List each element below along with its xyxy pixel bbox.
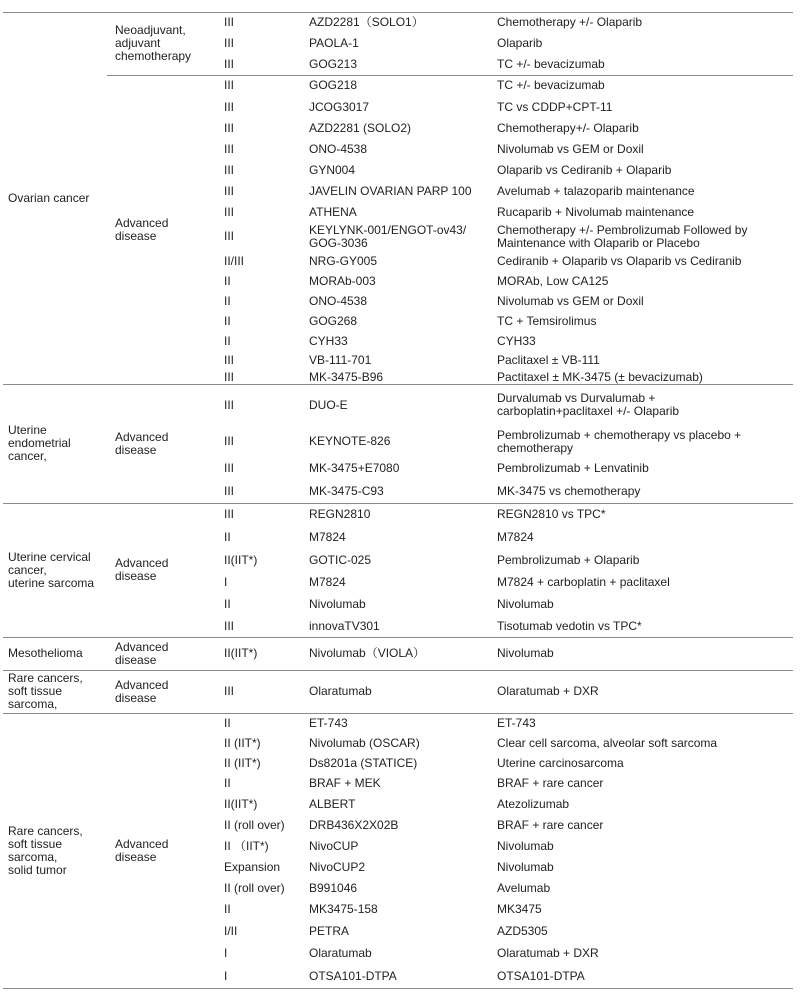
treatment-setting: Advanced disease bbox=[115, 836, 169, 864]
trial-name: AZD2281（SOLO1） bbox=[309, 15, 424, 29]
trial-regimen: Clear cell sarcoma, alveolar soft sarcoma bbox=[497, 735, 718, 750]
trial-phase: III bbox=[224, 56, 235, 71]
trial-phase: I/II bbox=[224, 923, 238, 938]
trial-phase: III bbox=[224, 121, 235, 135]
trial-phase: II (IIT*) bbox=[224, 755, 261, 770]
trial-name: ONO-4538 bbox=[309, 142, 368, 156]
trial-name: JAVELIN OVARIAN PARP 100 bbox=[309, 184, 472, 198]
trial-regimen: Pembrolizumab + chemotherapy vs placebo + chemotherapy bbox=[497, 427, 742, 455]
trial-name: M7824 bbox=[309, 574, 346, 589]
trial-regimen: OTSA101-DTPA bbox=[497, 968, 585, 983]
trial-regimen: Atezolizumab bbox=[497, 797, 570, 811]
trial-name: GOG213 bbox=[309, 56, 358, 71]
trial-regimen: TC +/- bevacizumab bbox=[497, 78, 605, 92]
trial-regimen: CYH33 bbox=[497, 333, 536, 348]
trial-regimen: Avelumab bbox=[497, 881, 551, 895]
treatment-setting: Advanced disease bbox=[115, 215, 169, 243]
trial-name: GYN004 bbox=[309, 163, 356, 177]
trial-phase: III bbox=[224, 507, 235, 521]
cancer-type: Uterine cervical cancer, uterine sarcoma bbox=[8, 549, 95, 590]
trial-phase: II bbox=[224, 293, 231, 308]
trial-regimen: TC vs CDDP+CPT-11 bbox=[497, 99, 613, 114]
trial-phase: II bbox=[224, 313, 231, 328]
trial-regimen: Nivolumab vs GEM or Doxil bbox=[497, 142, 644, 156]
trial-name: NRG-GY005 bbox=[309, 253, 378, 268]
trial-regimen: TC + Temsirolimus bbox=[497, 313, 597, 328]
trial-name: DRB436X2X02B bbox=[309, 818, 399, 832]
trial-regimen: M7824 bbox=[497, 530, 534, 544]
trial-regimen: Nivolumab bbox=[497, 646, 554, 660]
trial-regimen: Avelumab + talazoparib maintenance bbox=[497, 184, 695, 198]
group-divider bbox=[3, 988, 793, 989]
trial-name: NivoCUP bbox=[309, 839, 359, 853]
trial-name: ATHENA bbox=[309, 204, 357, 219]
trial-phase: II (roll over) bbox=[224, 881, 285, 895]
trial-regimen: Pactitaxel ± MK-3475 (± bevacizumab) bbox=[497, 369, 703, 384]
trial-regimen: MK3475 bbox=[497, 902, 542, 916]
trial-name: AZD2281 (SOLO2) bbox=[309, 121, 412, 135]
trial-regimen: Chemotherapy+/- Olaparib bbox=[497, 121, 639, 135]
trial-phase: III bbox=[224, 35, 235, 50]
trial-regimen: Nivolumab bbox=[497, 596, 554, 611]
trial-regimen: TC +/- bevacizumab bbox=[497, 56, 605, 71]
trial-regimen: Tisotumab vedotin vs TPC* bbox=[497, 618, 642, 633]
trial-name: OTSA101-DTPA bbox=[309, 968, 397, 983]
trial-name: Nivolumab（VIOLA） bbox=[309, 646, 426, 660]
trial-name: NivoCUP2 bbox=[309, 860, 366, 874]
trial-name: Olaratumab bbox=[309, 684, 372, 698]
trial-name: BRAF + MEK bbox=[309, 776, 381, 790]
trial-name: MK-3475-C93 bbox=[309, 484, 384, 498]
cancer-type: Uterine endometrial cancer, bbox=[8, 423, 71, 463]
trial-phase: II bbox=[224, 530, 231, 544]
trial-regimen: Olaratumab + DXR bbox=[497, 945, 599, 960]
trial-phase: II/III bbox=[224, 253, 245, 268]
trial-name: Ds8201a (STATICE) bbox=[309, 755, 418, 770]
trial-phase: II （IIT*) bbox=[224, 839, 269, 853]
trial-phase: III bbox=[224, 163, 235, 177]
trial-phase: II(IIT*) bbox=[224, 797, 258, 811]
trial-regimen: Rucaparib + Nivolumab maintenance bbox=[497, 204, 695, 219]
trial-regimen: Cediranib + Olaparib vs Olaparib vs Cediranib bbox=[497, 253, 742, 268]
trial-phase: III bbox=[224, 434, 235, 448]
trial-name: M7824 bbox=[309, 530, 346, 544]
trial-phase: II bbox=[224, 333, 231, 348]
trial-name: MK-3475+E7080 bbox=[309, 461, 400, 475]
trial-name: CYH33 bbox=[309, 333, 348, 348]
trial-regimen: Olaparib bbox=[497, 35, 543, 50]
trial-phase: II bbox=[224, 902, 231, 916]
trial-phase: III bbox=[224, 461, 235, 475]
cancer-type: Rare cancers, soft tissue sarcoma, solid tumor bbox=[8, 823, 83, 877]
trial-regimen: Pembrolizumab + Olaparib bbox=[497, 552, 640, 567]
trial-name: MK-3475-B96 bbox=[309, 369, 384, 384]
trial-phase: II bbox=[224, 776, 231, 790]
treatment-setting: Advanced disease bbox=[115, 429, 169, 457]
trial-phase: III bbox=[224, 369, 235, 384]
trial-phase: III bbox=[224, 184, 235, 198]
trial-phase: III bbox=[224, 15, 235, 29]
trial-phase: I bbox=[224, 968, 228, 983]
trial-name: Nivolumab bbox=[309, 596, 366, 611]
trial-regimen: Nivolumab vs GEM or Doxil bbox=[497, 293, 644, 308]
trial-name: ONO-4538 bbox=[309, 293, 368, 308]
trial-phase: II bbox=[224, 596, 231, 611]
trial-name: Nivolumab (OSCAR) bbox=[309, 735, 420, 750]
treatment-setting: Neoadjuvant, adjuvant chemotherapy bbox=[115, 23, 192, 63]
trial-name: GOG268 bbox=[309, 313, 358, 328]
trial-regimen: Pembrolizumab + Lenvatinib bbox=[497, 461, 649, 475]
trial-name: KEYNOTE-826 bbox=[309, 434, 391, 448]
trial-name: VB-111-701 bbox=[309, 353, 372, 367]
trial-phase: III bbox=[224, 78, 235, 92]
trial-regimen: Nivolumab bbox=[497, 860, 554, 874]
trial-name: JCOG3017 bbox=[309, 99, 370, 114]
trial-name: DUO-E bbox=[309, 397, 348, 412]
trial-name: ET-743 bbox=[309, 715, 348, 730]
trial-phase: III bbox=[224, 99, 235, 114]
trial-name: ALBERT bbox=[309, 797, 356, 811]
trial-name: MK3475-158 bbox=[309, 902, 378, 916]
trial-regimen: Uterine carcinosarcoma bbox=[497, 755, 624, 770]
trial-phase: III bbox=[224, 618, 235, 633]
trial-phase: II bbox=[224, 715, 231, 730]
trial-phase: II bbox=[224, 273, 231, 288]
trial-regimen: BRAF + rare cancer bbox=[497, 776, 604, 790]
trial-regimen: Chemotherapy +/- Pembrolizumab Followed by Maintenance with Olaparib or Placebo bbox=[497, 222, 748, 250]
trial-regimen: Chemotherapy +/- Olaparib bbox=[497, 15, 643, 29]
trial-name: PETRA bbox=[309, 923, 350, 938]
trial-regimen: MK-3475 vs chemotherapy bbox=[497, 484, 641, 498]
trial-phase: Expansion bbox=[224, 860, 281, 874]
trial-name: PAOLA-1 bbox=[309, 35, 359, 50]
trial-regimen: Olaratumab + DXR bbox=[497, 684, 599, 698]
trial-regimen: Paclitaxel ± VB-111 bbox=[497, 353, 600, 367]
trial-phase: I bbox=[224, 945, 228, 960]
trial-phase: III bbox=[224, 229, 235, 243]
trial-phase: I bbox=[224, 574, 228, 589]
trial-regimen: Durvalumab vs Durvalumab + carboplatin+paclitaxel +/- Olaparib bbox=[497, 391, 680, 418]
trial-name: KEYLYNK-001/ENGOT-ov43/ GOG-3036 bbox=[309, 222, 467, 250]
trial-regimen: Nivolumab bbox=[497, 839, 554, 853]
trial-name: innovaTV301 bbox=[309, 618, 380, 633]
trial-regimen: REGN2810 vs TPC* bbox=[497, 507, 606, 521]
trial-phase: III bbox=[224, 353, 235, 367]
trial-phase: II(IIT*) bbox=[224, 646, 258, 660]
trial-phase: III bbox=[224, 204, 235, 219]
treatment-setting: Advanced disease bbox=[115, 639, 169, 667]
trial-name: REGN2810 bbox=[309, 507, 371, 521]
trial-regimen: Olaparib vs Cediranib + Olaparib bbox=[497, 163, 672, 177]
trial-name: GOG218 bbox=[309, 78, 358, 92]
trial-regimen: ET-743 bbox=[497, 715, 536, 730]
cancer-type: Rare cancers, soft tissue sarcoma, bbox=[8, 671, 83, 711]
trial-name: GOTIC-025 bbox=[309, 552, 372, 567]
cancer-type: Mesothelioma bbox=[8, 646, 83, 660]
trial-regimen: AZD5305 bbox=[497, 923, 548, 938]
trial-phase: II(IIT*) bbox=[224, 552, 258, 567]
trial-phase: III bbox=[224, 397, 235, 412]
trial-name: B991046 bbox=[309, 881, 358, 895]
trial-regimen: MORAb, Low CA125 bbox=[497, 273, 609, 288]
trial-phase: III bbox=[224, 484, 235, 498]
trial-phase: II (IIT*) bbox=[224, 735, 261, 750]
cancer-type: Ovarian cancer bbox=[8, 190, 90, 205]
trial-phase: III bbox=[224, 142, 235, 156]
treatment-setting: Advanced disease bbox=[115, 556, 169, 583]
treatment-setting: Advanced disease bbox=[115, 677, 169, 705]
trial-phase: II (roll over) bbox=[224, 818, 285, 832]
trial-regimen: M7824 + carboplatin + paclitaxel bbox=[497, 574, 670, 589]
trial-phase: III bbox=[224, 684, 235, 698]
trial-name: Olaratumab bbox=[309, 945, 372, 960]
trial-name: MORAb-003 bbox=[309, 273, 376, 288]
trial-regimen: BRAF + rare cancer bbox=[497, 818, 604, 832]
